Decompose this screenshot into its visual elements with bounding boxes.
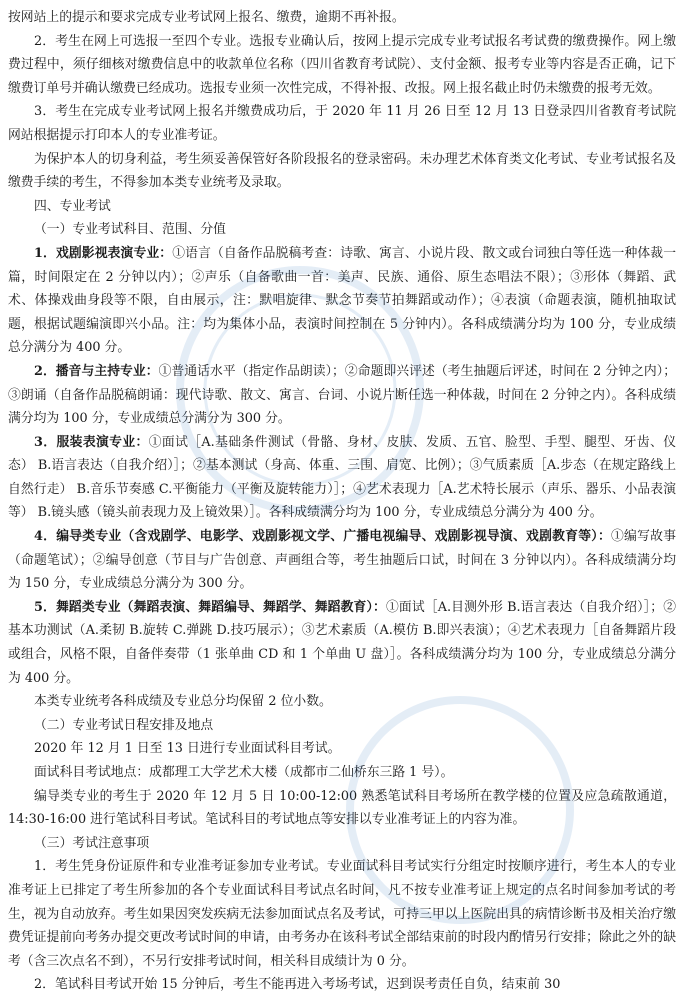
subject-item-dance [8,596,676,690]
subject-text-fashion: ①面试［A.基础条件测试（骨骼、身材、皮肤、发质、五官、脸型、手型、腿型、牙齿、仪态） B.语言表达（自我介绍）］；②基本测试（身高、体重、三围、肩宽、比例）；③气质素质［A.步态（在规定路线上自然行走） B.音乐节奏感 C.平衡能力（平衡及旋转能力）］；④艺术表现力［A.艺术特长展示（声乐、器乐、小品表演等） B.镜头感（镜头前表现力及上镜效果）］。各科成绩满分均为 100 分，专业成绩总分满分为 400 分。 [8,434,676,521]
subsection-heading-subjects: （一）专业考试科目、范围、分值 [34,222,226,238]
section-heading-exam: 四、专业考试 [34,198,111,214]
subject-text-drama: ①语言（自备作品脱稿考查：诗歌、寓言、小说片段、散文或台词独白等任选一种体裁一篇，时间限定在 2 分钟以内）；②声乐（自备歌曲一首：美声、民族、通俗、原生态唱法不限）；③形体（舞蹈、武术、体操戏曲身段等不限，自由展示，注：默唱旋律、默念节奏节拍舞蹈或动作）；④表演（命题表演，随机抽取试题，根据试题编演即兴小品。注：均为集体小品，表演时间控制在 5 分钟内）。各科成绩满分均为 100 分，专业成绩总分满分为 400 分。 [8,245,677,356]
subject-text-broadcast: ①普通话水平（指定作品朗读）；②命题即兴评述（考生抽题后评述，时间在 2 分钟之内）；③朗诵（自备作品脱稿朗诵：现代诗歌、散文、寓言、台词、小说片断任选一种体裁，时间在 2 分钟之内）。各科成绩满分均为 100 分，专业成绩总分满分为 300 分。 [8,363,677,427]
subject-item-fashion [8,431,676,525]
paragraph-schedule: 2020 年 12 月 1 日至 13 日进行专业面试科目考试。 [34,741,341,757]
paragraph-note-2: 2．笔试科目考试开始 15 分钟后，考生不能再进入考场考试，迟到误考责任自负，结束前 30 [34,977,561,993]
paragraph-password-notice: 为保护本人的切身利益，考生须妥善保管好各阶段报名的登录密码。未办理艺术体育类文化考试、专业考试报名及缴费手续的考生，不得参加本类专业统考及录取。 [8,151,676,191]
subsection-heading-notes: （三）考试注意事项 [34,835,150,851]
subject-label-dance: 5．舞蹈类专业（舞蹈表演、舞蹈编导、舞蹈学、舞蹈教育）： [34,599,386,615]
subject-item-broadcast [8,360,676,431]
subject-text-dance: ①面试［A.目测外形 B.语言表达（自我介绍）］；②基本功测试（A.柔韧 B.旋转 C.弹跳 D.技巧展示）；③艺术素质（A.模仿 B.即兴表演）；④艺术表现力［自备舞蹈片段或组合，风格不限，自备伴奏带（1 张单曲 CD 和 1 个单曲 U 盘）］。各科成绩满分均为 100 分，专业成绩总分满分为 400 分。 [8,599,676,686]
subject-label-directing: 4．编导类专业（含戏剧学、电影学、戏剧影视文学、广播电视编导、戏剧影视导演、戏剧教育等）： [34,529,611,545]
paragraph-location: 面试科目考试地点：成都理工大学艺术大楼（成都市二仙桥东三路 1 号）。 [34,765,454,780]
paragraph-reg-2: 2．考生在网上可选报一至四个专业。选报专业确认后，按网上提示完成专业考试报名考试费的缴费操作。网上缴费过程中，须仔细核对缴费信息中的收款单位名称（四川省教育考试院）、支付金额、报考专业等内容是否正确，记下缴费订单号并确认缴费已经成功。选报专业须一次性完成，不得补报、改报。网上报名截止时仍未缴费的报考无效。 [8,33,676,96]
subject-label-drama: 1．戏剧影视表演专业： [34,245,173,261]
paragraph-written-exam: 编导类专业的考生于 2020 年 12 月 5 日 10:00-12:00 熟悉笔试科目考场所在教学楼的位置及应急疏散通道，14:30-16:00 进行笔试科目考试。笔试科目的考试地点等安排以专业准考证上的内容为准。 [8,788,676,828]
subject-label-fashion: 3．服装表演专业： [34,434,149,450]
paragraph-reg-3: 3．考生在完成专业考试网上报名并缴费成功后，于 2020 年 11 月 26 日至 12 月 13 日登录四川省教育考试院网站根据提示打印本人的专业准考证。 [8,104,676,143]
subject-item-drama [8,242,676,360]
paragraph-reg-continue: 按网站上的提示和要求完成专业考试网上报名、缴费，逾期不再补报。 [8,10,405,25]
paragraph-note-1: 1．考生凭身份证原件和专业准考证参加专业考试。专业面试科目考试实行分组定时按顺序进行，考生本人的专业准考证上已排定了考生所参加的各个专业面试科目考试点名时间，凡不按专业准考证上规定的点名时间参加考试的考生，视为自动放弃。考生如果因突发疾病无法参加面试点名及考试，可持三甲以上医院出具的病情诊断书及相关治疗缴费凭证提前向考务办提交更改考试时间的申请，由考务办在该科考试全部结束前的时段内酌情另行安排；除此之外的缺考（含三次点名不到），不另行安排考试时间，相关科目成绩计为 0 分。 [8,859,676,969]
subject-item-directing [8,525,676,596]
subject-text-directing: ①编写故事（命题笔试）；②编导创意（节目与广告创意、声画组合等，考生抽题后口试，时间在 3 分钟以内）。各科成绩满分均为 150 分，专业成绩总分满分为 300 分。 [8,529,677,592]
subsection-heading-schedule: （二）专业考试日程安排及地点 [34,717,214,733]
subject-label-broadcast: 2．播音与主持专业： [34,363,159,379]
paragraph-score-precision: 本类专业统考各科成绩及专业总分均保留 2 位小数。 [34,694,332,710]
